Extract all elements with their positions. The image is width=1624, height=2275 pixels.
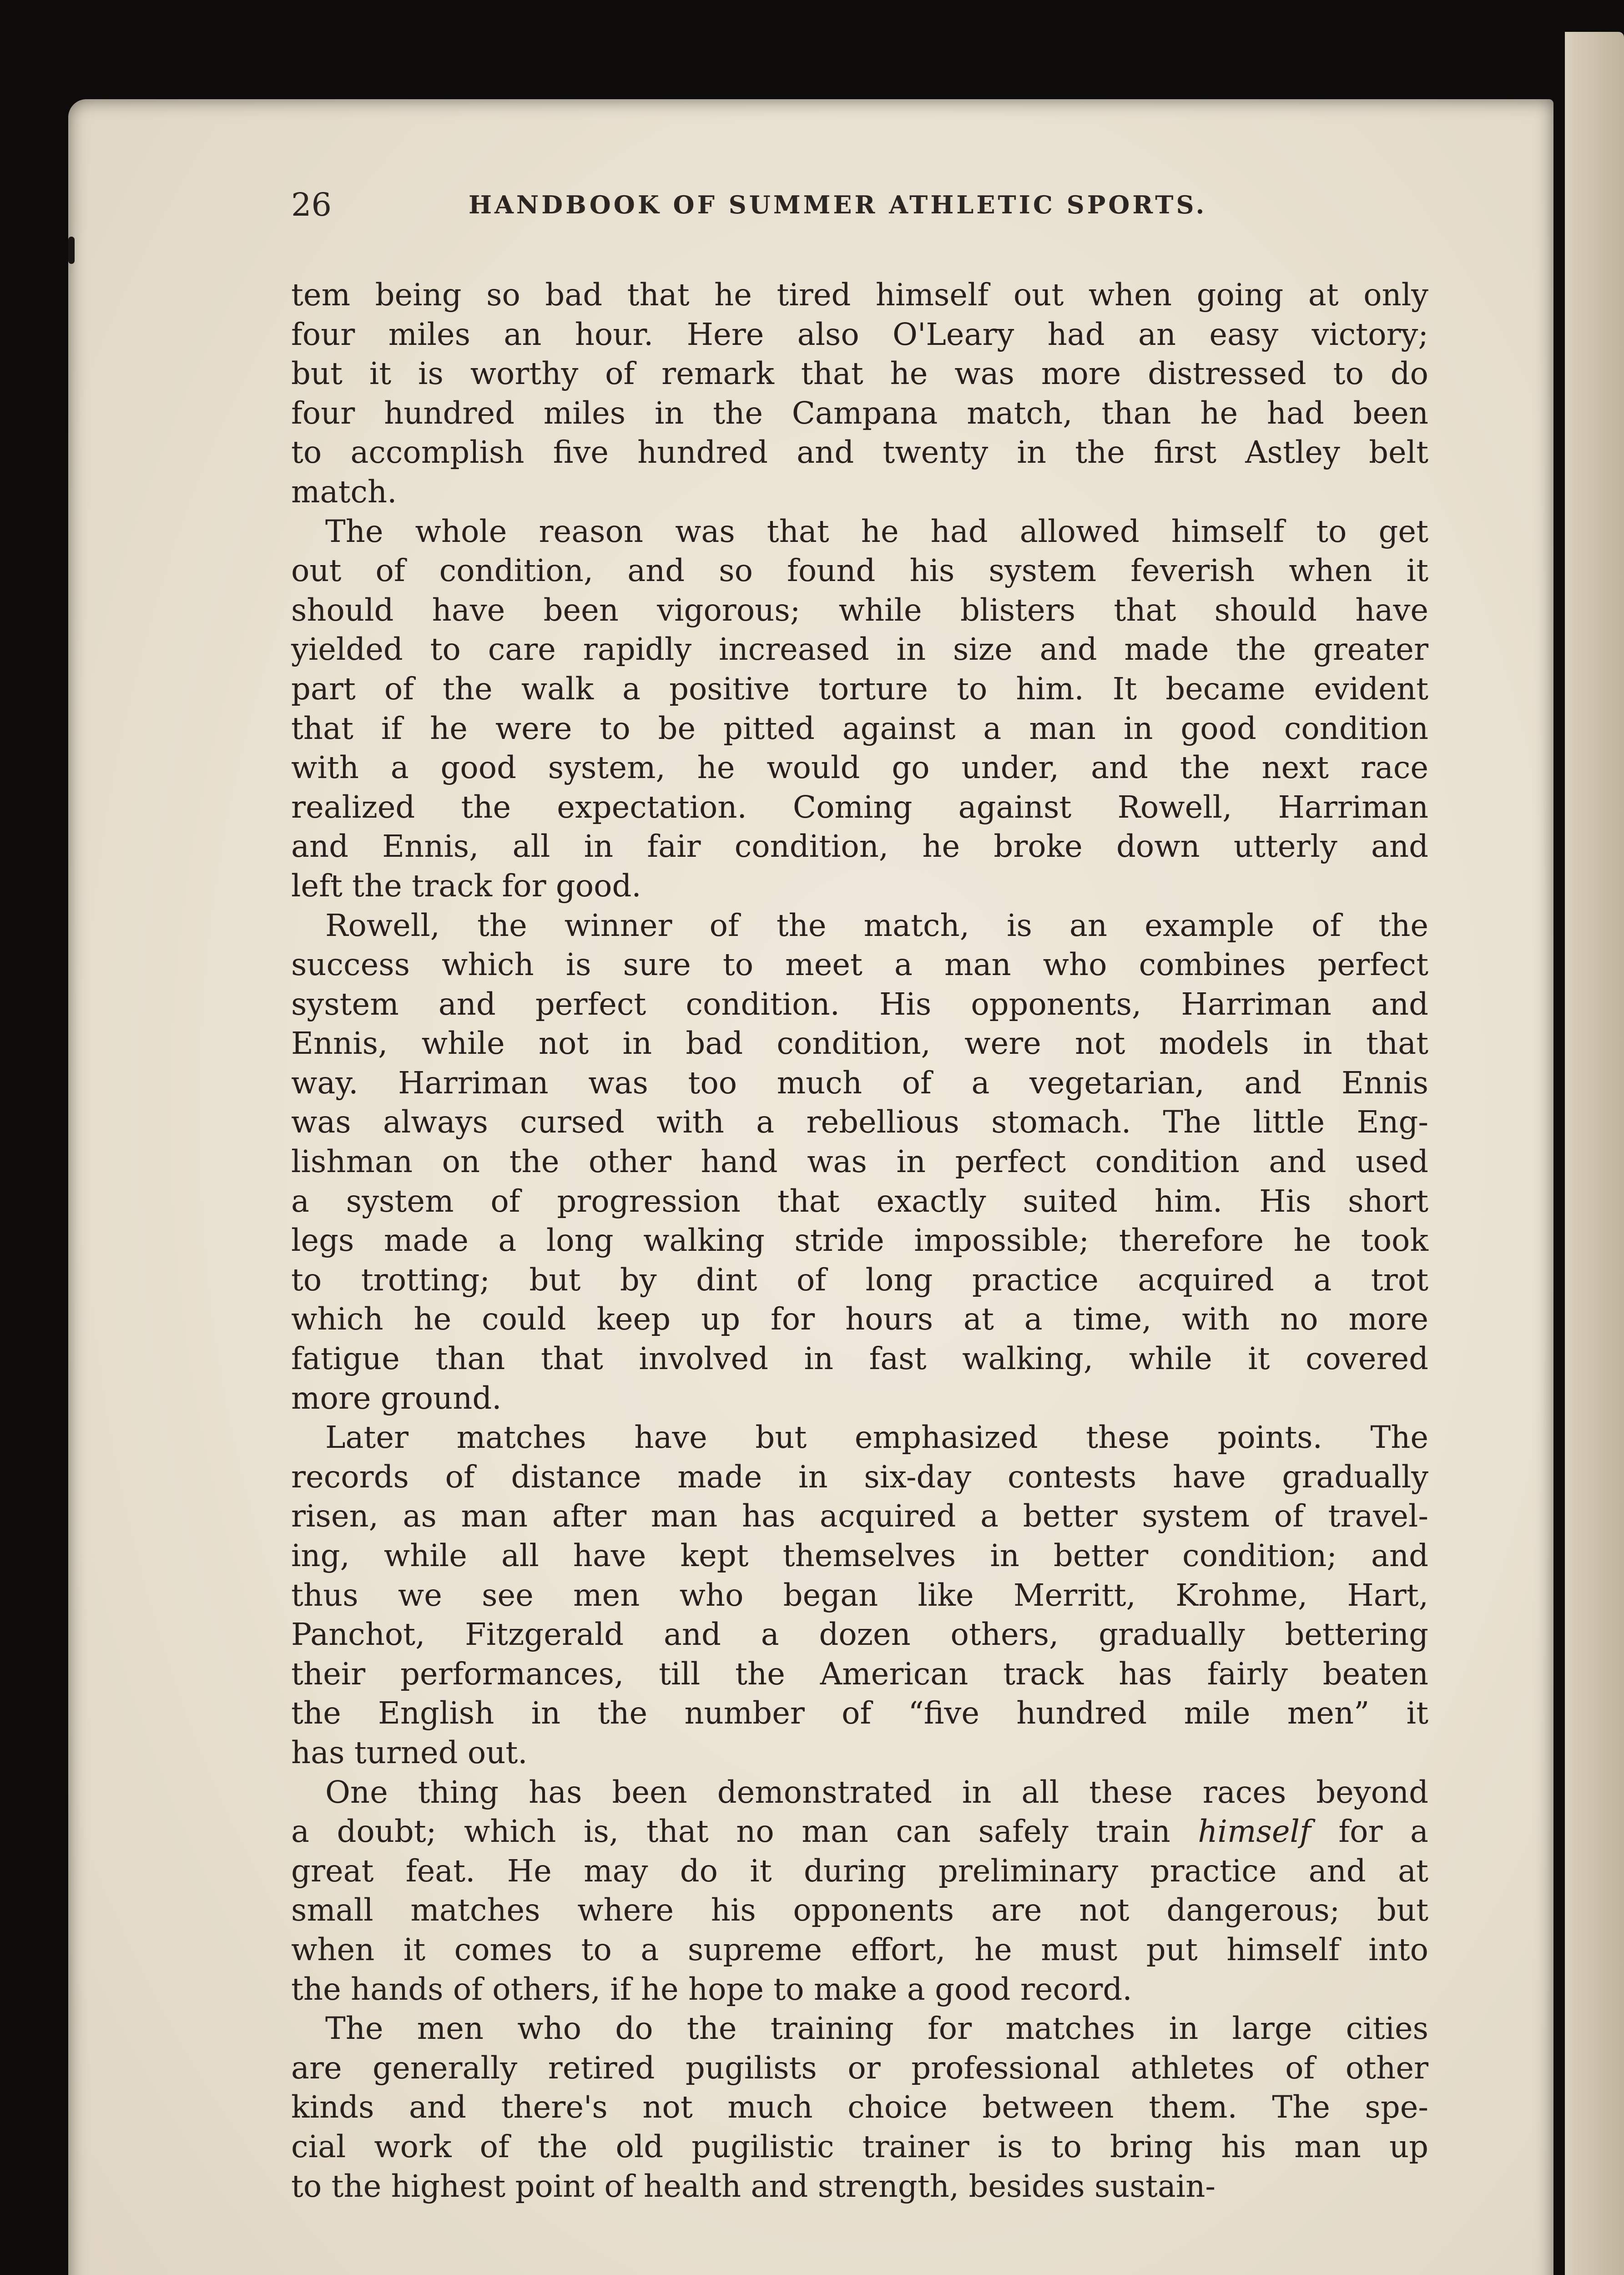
text-line: that if he were to be pitted against a man in good condition [291, 710, 1428, 746]
text-line: match. [291, 474, 397, 510]
text-line: Later matches have but emphasized these points. The [325, 1420, 1428, 1456]
text-line: should have been vigorous; while blisters that should have [291, 592, 1428, 628]
body-text [291, 275, 1428, 2206]
text-line: system and perfect condition. His opponents, Harriman and [291, 986, 1428, 1022]
text-line: kinds and there's not much choice between them. The spe- [291, 2089, 1428, 2125]
text-line: when it comes to a supreme effort, he must put himself into [291, 1931, 1428, 1967]
italic-word: himself [1198, 1814, 1311, 1850]
underlying-page-edge [1565, 32, 1624, 2275]
page-header [223, 180, 1383, 230]
paragraph [291, 1773, 1428, 2009]
text-line: four hundred miles in the Campana match, than he had been [291, 395, 1428, 431]
text-line: but it is worthy of remark that he was more distressed to do [291, 356, 1428, 392]
text-line: are generally retired pugilists or professional athletes of other [291, 2050, 1428, 2086]
paragraph [291, 2009, 1428, 2206]
text-line: thus we see men who began like Merritt, Krohme, Hart, [291, 1577, 1428, 1613]
text-line: Rowell, the winner of the match, is an example of the [325, 907, 1428, 943]
text-line: realized the expectation. Coming against Rowell, Harriman [291, 789, 1428, 825]
text-line: Ennis, while not in bad condition, were not models in that [291, 1026, 1428, 1062]
text-line: a doubt; which is, that no man can safely train himself for a [291, 1814, 1429, 1850]
text-line: more ground. [291, 1380, 502, 1416]
text-line: Panchot, Fitzgerald and a dozen others, gradually bettering [291, 1617, 1428, 1653]
paragraph [291, 275, 1428, 512]
text-line: great feat. He may do it during preliminary practice and at [291, 1853, 1428, 1889]
text-line: One thing has been demonstrated in all these races beyond [325, 1774, 1428, 1810]
text-line: to accomplish five hundred and twenty in the first Astley belt [291, 435, 1428, 470]
text-line: cial work of the old pugilistic trainer is to bring his man up [291, 2128, 1428, 2164]
text-line: risen, as man after man has acquired a better system of travel- [291, 1498, 1428, 1534]
text-line: fatigue than that involved in fast walking, while it covered [291, 1341, 1428, 1377]
text-line: way. Harriman was too much of a vegetarian, and Ennis [291, 1065, 1428, 1101]
text-line: which he could keep up for hours at a time, with no more [291, 1301, 1428, 1337]
paragraph [291, 512, 1428, 906]
text-line: to the highest point of health and strength, besides sustain- [291, 2168, 1216, 2204]
text-line: to trotting; but by dint of long practice acquired a trot [291, 1262, 1428, 1298]
text-line: The men who do the training for matches in large cities [325, 2011, 1428, 2047]
text-line: out of condition, and so found his system feverish when it [291, 553, 1428, 589]
text-line: a system of progression that exactly suited him. His short [291, 1183, 1428, 1219]
paragraph [291, 1418, 1428, 1772]
text-line: the hands of others, if he hope to make a good record. [291, 1971, 1132, 2007]
text-line: records of distance made in six-day contests have gradually [291, 1459, 1428, 1495]
text-line: and Ennis, all in fair condition, he broke down utterly and [291, 829, 1428, 864]
text-line: four miles an hour. Here also O'Leary had an easy victory; [291, 316, 1428, 352]
binding-mark [68, 237, 75, 264]
text-line: the English in the number of “five hundred mile men” it [291, 1695, 1428, 1731]
text-line: with a good system, he would go under, and the next race [291, 750, 1428, 786]
text-line: ing, while all have kept themselves in better condition; and [291, 1538, 1428, 1573]
text-line: left the track for good. [291, 868, 641, 904]
text-line: part of the walk a positive torture to him. It became evident [291, 671, 1428, 707]
paragraph [291, 906, 1428, 1418]
page-number: 26 [291, 186, 332, 223]
text-line: The whole reason was that he had allowed himself to get [325, 513, 1428, 549]
running-title: HANDBOOK OF SUMMER ATHLETIC SPORTS. [469, 190, 1207, 219]
text-line: their performances, till the American track has fairly beaten [291, 1656, 1428, 1692]
text-line: lishman on the other hand was in perfect condition and used [291, 1144, 1428, 1180]
text-line: has turned out. [291, 1734, 528, 1770]
text-line: was always cursed with a rebellious stomach. The little Eng- [291, 1104, 1428, 1140]
text-line: tem being so bad that he tired himself out when going at only [291, 277, 1428, 313]
text-line: legs made a long walking stride impossible; therefore he took [291, 1223, 1428, 1259]
text-line: success which is sure to meet a man who combines perfect [291, 947, 1428, 983]
text-line: small matches where his opponents are not dangerous; but [291, 1892, 1428, 1928]
text-line: yielded to care rapidly increased in size and made the greater [291, 632, 1428, 667]
